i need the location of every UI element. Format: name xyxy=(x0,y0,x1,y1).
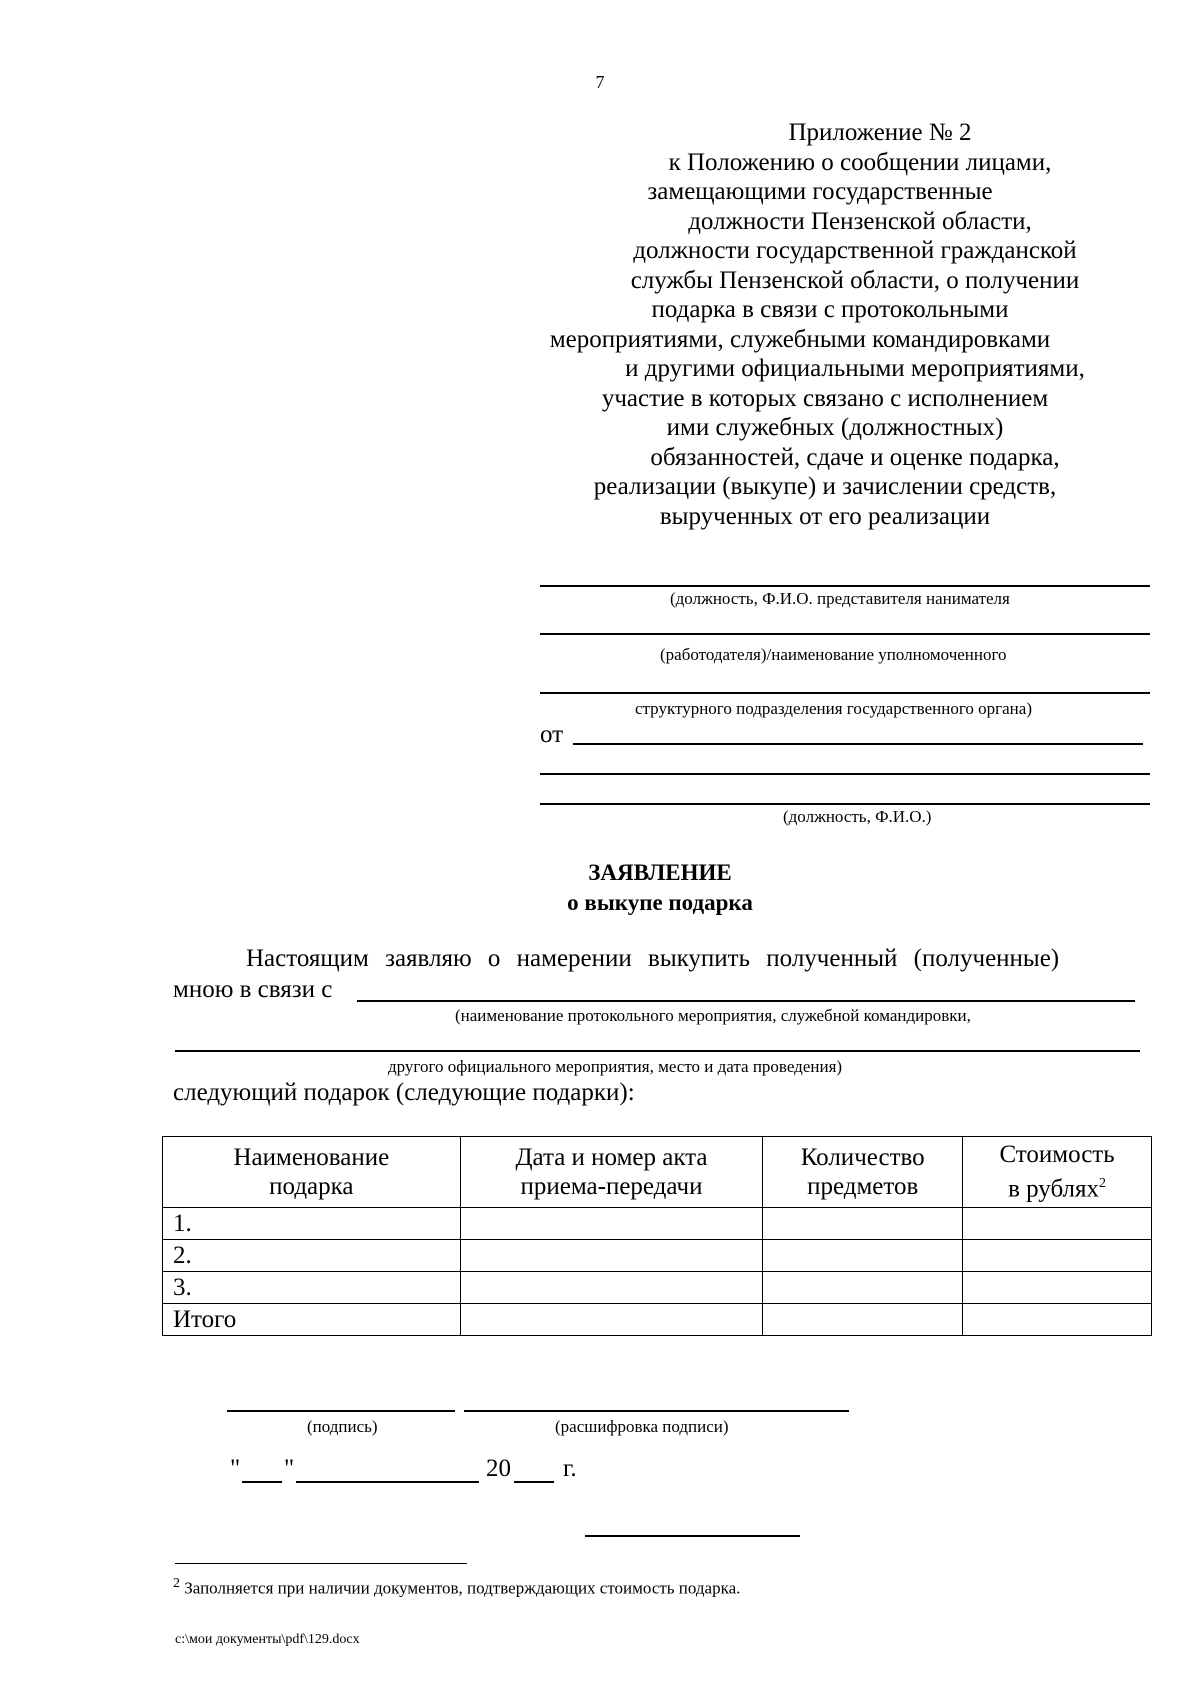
footnote xyxy=(173,1576,740,1599)
appendix-line: должности государственной гражданской xyxy=(633,237,1077,264)
date-close-quote: " xyxy=(284,1455,295,1482)
footnote-text: Заполняется при наличии документов, подтверждающих стоимость подарка. xyxy=(184,1578,741,1598)
body-line: мною в связи с xyxy=(173,976,333,1003)
table-cell[interactable] xyxy=(460,1272,763,1304)
row-label: 3. xyxy=(163,1272,461,1304)
table-row xyxy=(163,1240,1152,1272)
table-row xyxy=(163,1272,1152,1304)
column-header xyxy=(963,1137,1152,1208)
date-day-line[interactable] xyxy=(242,1481,282,1483)
footnote-separator xyxy=(175,1563,467,1564)
table-cell[interactable] xyxy=(963,1240,1152,1272)
column-header xyxy=(163,1137,461,1208)
from-label: от xyxy=(540,721,564,748)
addressee-caption: (должность, Ф.И.О. представителя нанимателя xyxy=(670,589,1010,608)
event-caption: (наименование протокольного мероприятия, служебной командировки, xyxy=(455,1006,971,1025)
event-line[interactable] xyxy=(175,1050,1140,1052)
table-row xyxy=(163,1208,1152,1240)
column-header-text: Стоимость xyxy=(999,1141,1115,1169)
table-cell[interactable] xyxy=(460,1304,763,1336)
appendix-line: обязанностей, сдаче и оценке подарка, xyxy=(650,443,1060,471)
table-cell[interactable] xyxy=(763,1272,963,1304)
signature-caption: (подпись) xyxy=(307,1417,378,1436)
file-path: c:\мои документы\pdf\129.docx xyxy=(175,1632,360,1647)
column-header-text: в рублях xyxy=(1008,1175,1100,1203)
appendix-line: вырученных от его реализации xyxy=(659,502,991,530)
table-cell[interactable] xyxy=(963,1304,1152,1336)
appendix-line: участие в которых связано с исполнением xyxy=(601,384,1049,412)
table-row xyxy=(163,1304,1152,1336)
column-header-text: Количество xyxy=(800,1144,925,1171)
addressee-line[interactable] xyxy=(540,773,1150,775)
column-header-text: приема-передачи xyxy=(520,1173,703,1200)
appendix-line: реализации (выкупе) и зачислении средств, xyxy=(593,473,1057,500)
appendix-line: подарка в связи с протокольными xyxy=(651,296,1009,323)
table-cell[interactable] xyxy=(460,1240,763,1272)
addressee-caption: (работодателя)/наименование уполномоченного xyxy=(660,645,1007,664)
date-open-quote: " xyxy=(230,1455,241,1482)
column-header xyxy=(763,1137,963,1208)
appendix-line: должности Пензенской области, xyxy=(688,207,1032,235)
appendix-line: Приложение № 2 xyxy=(788,119,972,146)
appendix-line: к Положению о сообщении лицами, xyxy=(668,148,1052,176)
date-month-line[interactable] xyxy=(296,1481,479,1483)
appendix-line: замещающими государственные xyxy=(647,178,993,205)
table-cell[interactable] xyxy=(763,1240,963,1272)
table-cell[interactable] xyxy=(763,1304,963,1336)
body-line: следующий подарок (следующие подарки): xyxy=(173,1079,635,1106)
column-header-text: Наименование xyxy=(233,1144,390,1171)
from-line[interactable] xyxy=(573,743,1143,745)
column-header-text: предметов xyxy=(807,1173,919,1200)
addressee-line[interactable] xyxy=(540,633,1150,635)
appendix-line: ими служебных (должностных) xyxy=(666,414,1004,441)
event-caption: другого официального мероприятия, место и дата проведения) xyxy=(388,1057,843,1076)
footnote-mark: 2 xyxy=(1099,1176,1107,1192)
body-line: Настоящим заявляю о намерении выкупить полученный (полученные) xyxy=(246,945,1060,972)
addressee-caption: (должность, Ф.И.О.) xyxy=(783,807,932,826)
row-label: Итого xyxy=(163,1304,461,1336)
table-cell[interactable] xyxy=(763,1208,963,1240)
column-header-text: подарка xyxy=(269,1173,354,1200)
year-prefix: 20 xyxy=(486,1455,511,1482)
signature-line[interactable] xyxy=(227,1410,455,1412)
signature-decode-line[interactable] xyxy=(464,1410,849,1412)
column-header-text: Дата и номер акта xyxy=(515,1144,708,1171)
addressee-line[interactable] xyxy=(540,803,1150,805)
extra-line xyxy=(585,1535,800,1537)
appendix-header xyxy=(540,118,1150,531)
event-line[interactable] xyxy=(357,1000,1135,1002)
footnote-number: 2 xyxy=(173,1576,180,1591)
row-label: 2. xyxy=(163,1240,461,1272)
table-header-row xyxy=(163,1137,1152,1208)
date-year-line[interactable] xyxy=(514,1481,554,1483)
addressee-caption: структурного подразделения государственного органа) xyxy=(635,699,1032,718)
table-cell[interactable] xyxy=(963,1272,1152,1304)
page-number: 7 xyxy=(595,72,605,92)
row-label: 1. xyxy=(163,1208,461,1240)
signature-decode-caption: (расшифровка подписи) xyxy=(555,1417,729,1436)
table-cell[interactable] xyxy=(963,1208,1152,1240)
document-subtitle: о выкупе подарка xyxy=(567,890,753,915)
year-suffix: г. xyxy=(563,1455,577,1482)
table-cell[interactable] xyxy=(460,1208,763,1240)
gifts-table xyxy=(162,1136,1152,1336)
column-header xyxy=(460,1137,763,1208)
appendix-line: и другими официальными мероприятиями, xyxy=(625,355,1085,382)
addressee-line[interactable] xyxy=(540,585,1150,587)
appendix-line: мероприятиями, служебными командировками xyxy=(549,325,1051,353)
document-title: ЗАЯВЛЕНИЕ xyxy=(588,860,732,885)
addressee-line[interactable] xyxy=(540,692,1150,694)
appendix-line: службы Пензенской области, о получении xyxy=(630,266,1080,294)
